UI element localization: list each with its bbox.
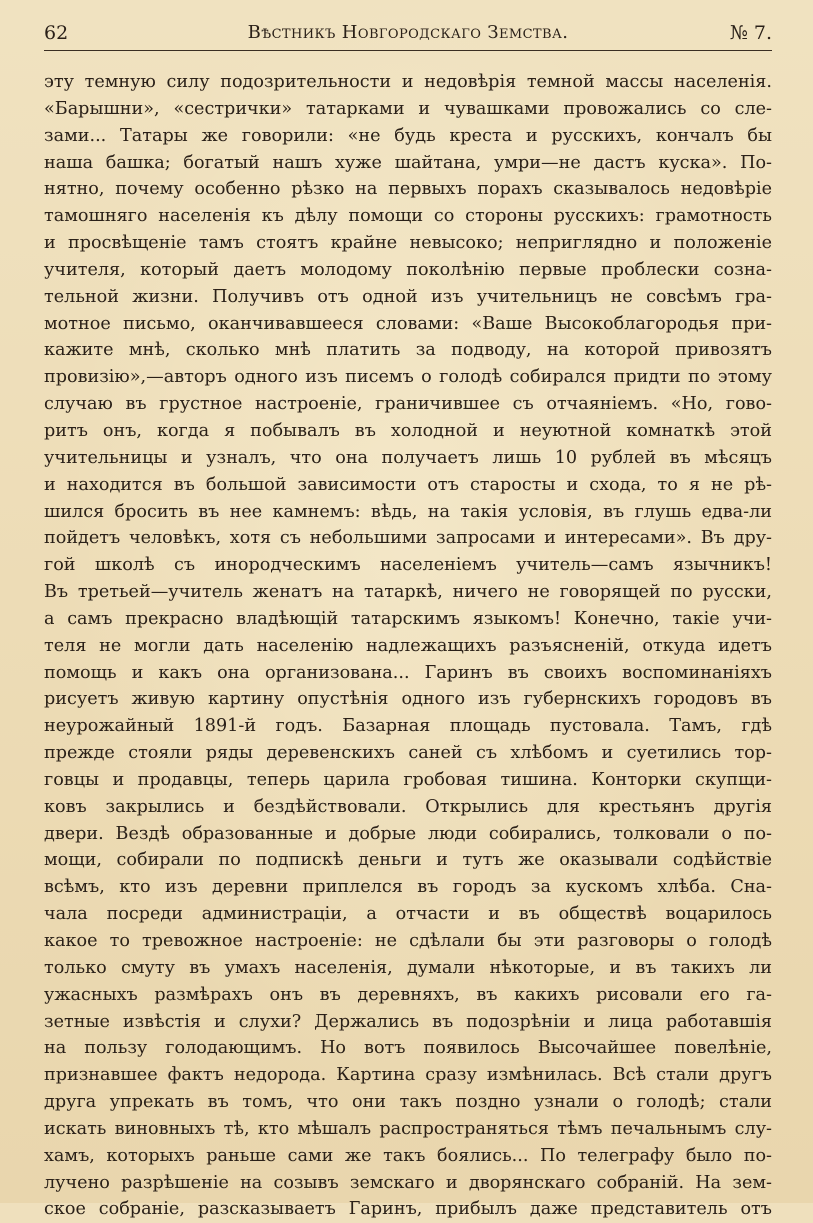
text-line: говцы и продавцы, теперь царила гробовая тишина. Конторки скупщи- [44,769,772,790]
issue-number: № 7. [729,22,772,44]
text-line: мощи, собирали по подпискѣ деньги и тутъ же оказывали содѣйствіе [44,850,772,871]
body-text [44,69,772,1223]
text-line: тельной жизни. Получивъ отъ одной изъ учительницъ не совсѣмъ гра- [44,286,772,307]
text-line: ковъ закрылись и бездѣйствовали. Открылись для крестьянъ другія [44,796,772,817]
text-line: эту темную силу подозрительности и недовѣрія темной массы населенія. [44,72,772,92]
text-line: случаю въ грустное настроеніе, граничившее съ отчаяніемъ. «Но, гово- [44,394,772,415]
text-line: только смуту въ умахъ населенія, думали нѣкоторые, и въ такихъ ли [44,957,772,978]
journal-title: Вѣстникъ Новгородскаго Земства. [247,22,569,43]
text-line: рисуетъ живую картину опустѣнія одного изъ губернскихъ городовъ въ [44,689,772,710]
text-line: теля не могли дать населенію надлежащихъ разъясненій, откуда идетъ [44,635,772,656]
text-line: шился бросить въ нее камнемъ: вѣдь, на такія условія, въ глушь едва-ли [44,501,772,522]
text-line: искать виновныхъ тѣ, кто мѣшалъ распространяться тѣмъ печальнымъ слу- [44,1118,772,1139]
running-head [44,20,772,50]
text-line: «Барышни», «сестрички» татарками и чувашками провожались со сле- [44,98,772,119]
text-line: кажите мнѣ, сколько мнѣ платить за подводу, на которой привозятъ [44,340,772,361]
text-line: пойдетъ человѣкъ, хотя съ небольшими запросами и интересами». Въ дру- [44,528,772,549]
text-line: хамъ, которыхъ раньше сами же такъ боялись... По телеграфу было по- [44,1145,772,1166]
text-line: какое то тревожное настроеніе: не сдѣлали бы эти разговоры о голодѣ [44,931,772,951]
text-line: помощь и какъ она организована... Гаринъ въ своихъ воспоминаніяхъ [44,662,772,683]
text-line: ужасныхъ размѣрахъ онъ въ деревняхъ, въ какихъ рисовали его га- [44,984,772,1005]
text-line: тамошняго населенія къ дѣлу помощи со стороны русскихъ: грамотность [44,206,772,227]
text-line: зетные извѣстія и слухи? Держались въ подозрѣніи и лица работавшія [44,1011,772,1032]
text-line: мотное письмо, оканчивавшееся словами: «Ваше Высокоблагородья при- [44,313,772,334]
text-line: лучено разрѣшеніе на созывъ земскаго и дворянскаго собраній. На зем- [44,1172,772,1193]
text-line: и просвѣщеніе тамъ стоятъ крайне невысоко; неприглядно и положеніе [44,233,772,254]
text-line: и находится въ большой зависимости отъ старосты и схода, то я не рѣ- [44,474,772,495]
text-line: Въ третьей—учитель женатъ на татаркѣ, ничего не говорящей по русски, [44,582,772,603]
text-line: нятно, почему особенно рѣзко на первыхъ порахъ сказывалось недовѣріе [44,179,772,200]
text-line: наша башка; богатый нашъ хуже шайтана, умри—не дастъ куска». По- [44,152,772,173]
text-line: а самъ прекрасно владѣющій татарскимъ языкомъ! Конечно, такіе учи- [44,608,772,629]
text-line: чала посреди администраціи, а отчасти и въ обществѣ воцарилось [44,904,772,925]
text-line: ритъ онъ, когда я побывалъ въ холодной и неуютной комнаткѣ этой [44,420,772,441]
text-line: друга упрекать въ томъ, что они такъ поздно узнали о голодѣ; стали [44,1092,772,1113]
text-line: всѣмъ, кто изъ деревни приплелся въ городъ за кускомъ хлѣба. Сна- [44,877,772,898]
text-line: признавшее фактъ недорода. Картина сразу измѣнилась. Всѣ стали другъ [44,1065,772,1086]
text-line: учительницы и узналъ, что она получаетъ лишь 10 рублей въ мѣсяцъ [44,447,772,468]
text-line: неурожайный 1891-й годъ. Базарная площадь пустовала. Тамъ, гдѣ [44,716,772,737]
page-number: 62 [44,22,69,44]
text-line: провизію»,—авторъ одного изъ писемъ о голодѣ собирался придти по этому [44,367,772,388]
text-line: на пользу голодающимъ. Но вотъ появилось Высочайшее повелѣніе, [44,1038,772,1059]
text-line: ское собраніе, разсказываетъ Гаринъ, прибылъ даже представитель отъ [44,1199,772,1220]
text-line: двери. Вездѣ образованные и добрые люди собирались, толковали о по- [44,823,772,844]
header-rule [44,50,772,51]
text-line: гой школѣ съ инородческимъ населеніемъ учитель—самъ язычникъ! [44,555,772,576]
text-line: прежде стояли ряды деревенскихъ саней съ хлѣбомъ и суетились тор- [44,743,772,764]
text-line: зами... Татары же говорили: «не будь креста и русскихъ, кончалъ бы [44,125,772,146]
text-line: учителя, который даетъ молодому поколѣнію первые проблески созна- [44,259,772,280]
